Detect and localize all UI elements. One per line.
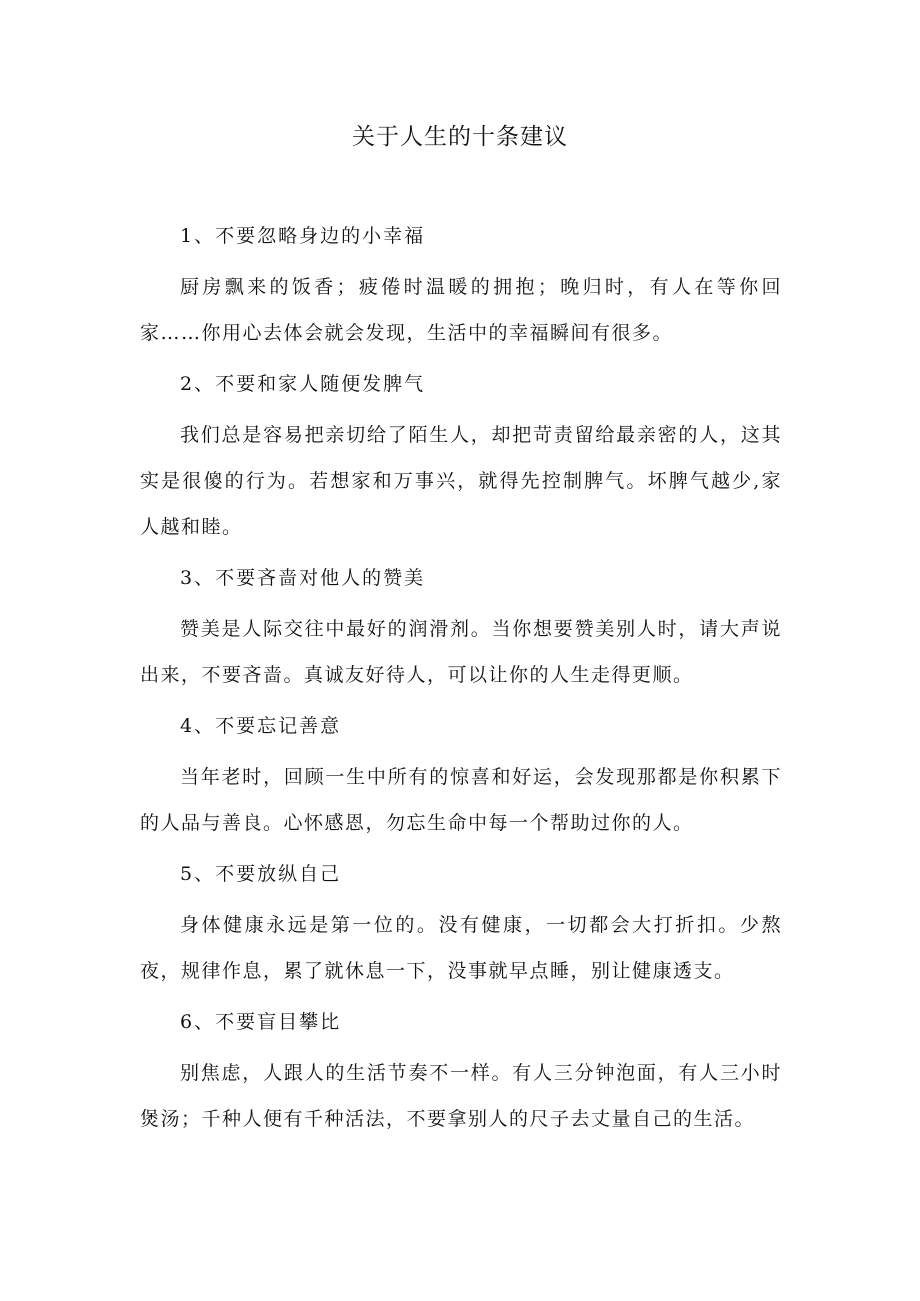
section-body: 厨房飘来的饭香；疲倦时温暖的拥抱；晚归时，有人在等你回家……你用心去体会就会发现，生活中的幸福瞬间有很多。: [140, 276, 782, 344]
page-title: 关于人生的十条建议: [352, 124, 568, 150]
section-body: 赞美是人际交往中最好的润滑剂。当你想要赞美别人时，请大声说出来，不要吝啬。真诚友好待人，可以让你的人生走得更顺。: [140, 618, 782, 686]
section-1: [140, 218, 782, 356]
section-heading: 4、不要忘记善意: [180, 715, 342, 737]
section-heading: 1、不要忽略身边的小幸福: [180, 225, 426, 247]
section-6: [140, 1004, 782, 1142]
section-3: [140, 560, 782, 698]
section-2: [140, 366, 782, 550]
section-5: [140, 856, 782, 994]
section-heading: 5、不要放纵自己: [180, 863, 342, 885]
section-heading: 2、不要和家人随便发脾气: [180, 373, 426, 395]
section-body: 我们总是容易把亲切给了陌生人，却把苛责留给最亲密的人，这其实是很傻的行为。若想家和万事兴，就得先控制脾气。坏脾气越少,家人越和睦。: [140, 424, 782, 538]
section-body: 当年老时，回顾一生中所有的惊喜和好运，会发现那都是你积累下的人品与善良。心怀感恩，勿忘生命中每一个帮助过你的人。: [140, 766, 782, 834]
section-heading: 3、不要吝啬对他人的赞美: [180, 567, 426, 589]
section-body: 身体健康永远是第一位的。没有健康，一切都会大打折扣。少熬夜，规律作息，累了就休息一下，没事就早点睡，别让健康透支。: [140, 914, 782, 982]
document-content: [140, 218, 782, 1152]
section-body: 别焦虑，人跟人的生活节奏不一样。有人三分钟泡面，有人三小时煲汤；千种人便有千种活法，不要拿别人的尺子去丈量自己的生活。: [140, 1062, 782, 1130]
section-4: [140, 708, 782, 846]
section-heading: 6、不要盲目攀比: [180, 1011, 342, 1033]
